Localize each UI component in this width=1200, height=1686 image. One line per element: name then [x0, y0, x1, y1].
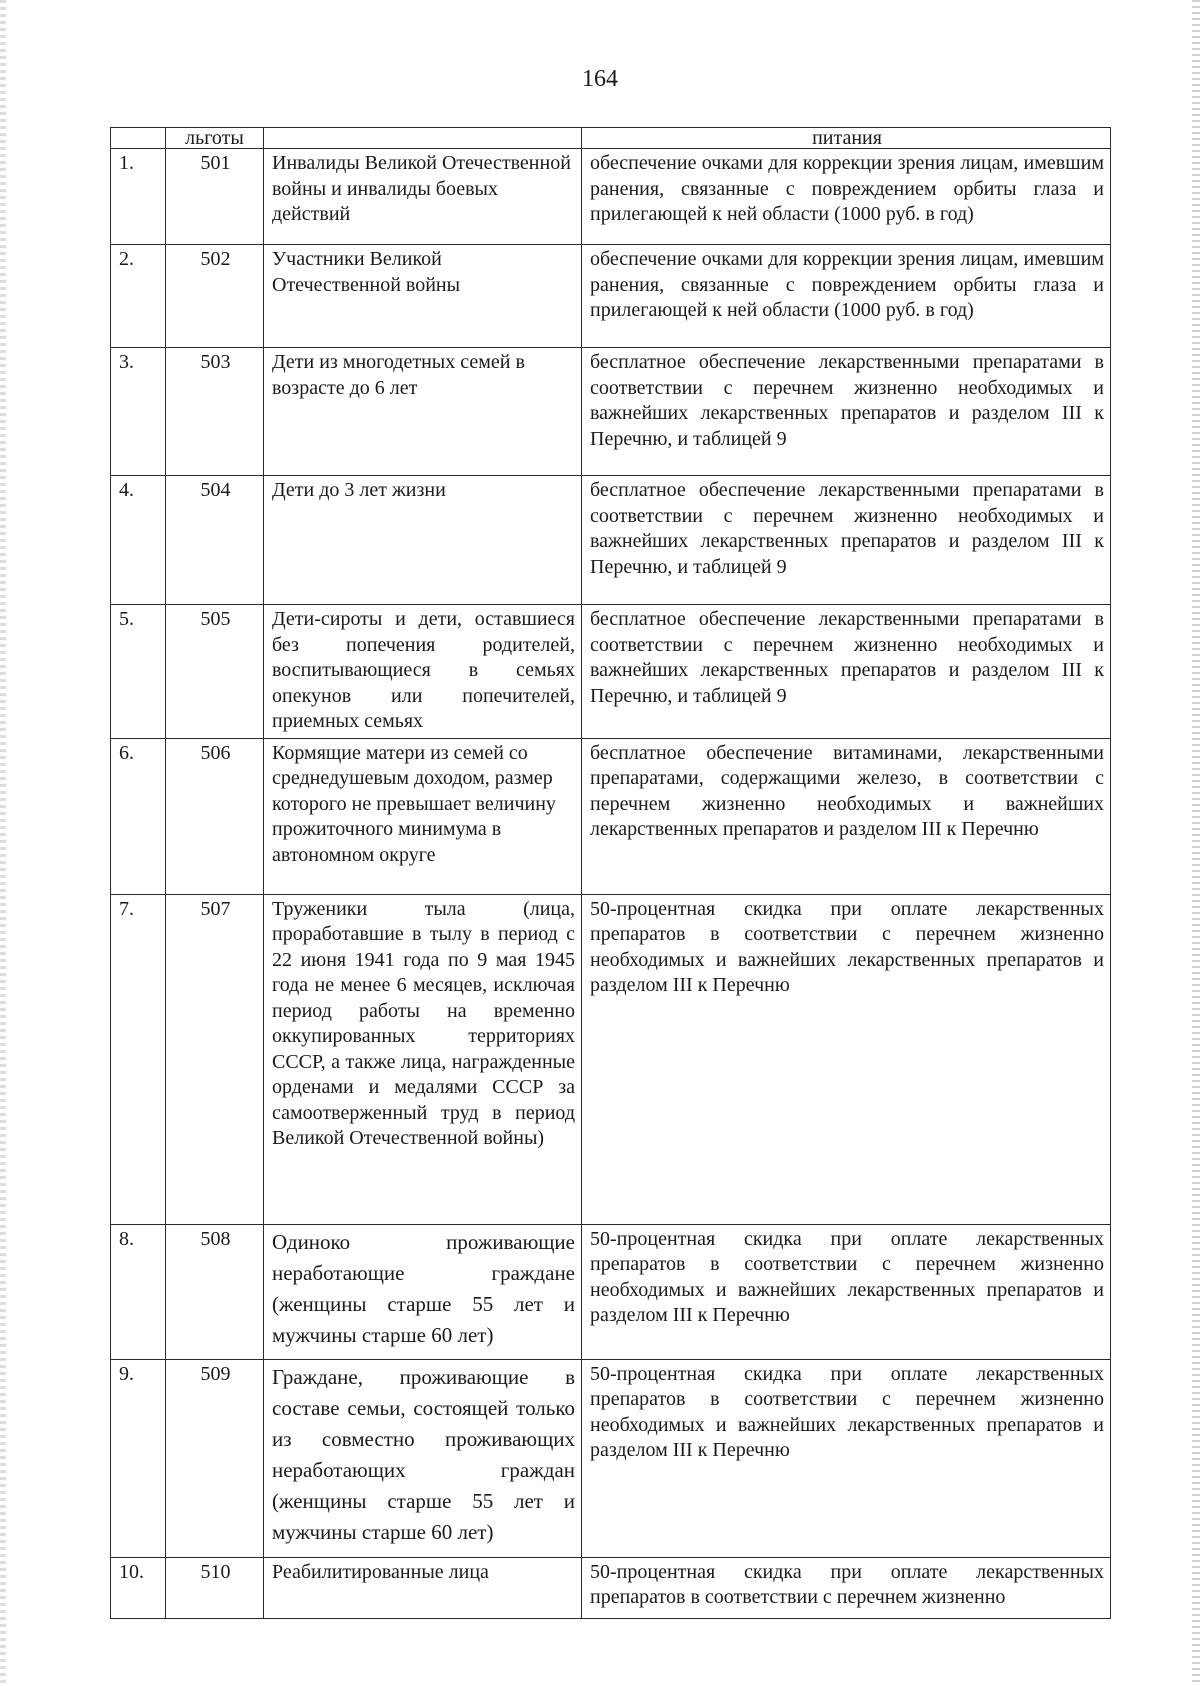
- row-num: 9.: [111, 1359, 166, 1557]
- row-category: Участники Великой Отечественной войны: [264, 245, 582, 348]
- row-benefit: бесплатное обеспечение витаминами, лекарственными препаратами, содержащими железо, в соответствии с перечнем жизненно необходимых и важнейших лекарственных препаратов и разделом III к Перечню: [582, 738, 1111, 894]
- row-code: 504: [166, 476, 264, 605]
- scan-edge-right: [1192, 0, 1200, 1686]
- table-row: [111, 149, 1111, 245]
- row-category: Дети из многодетных семей в возрасте до 6 лет: [264, 348, 582, 476]
- row-num: 2.: [111, 245, 166, 348]
- table-header-row: [111, 128, 1111, 149]
- row-code: 503: [166, 348, 264, 476]
- row-benefit: обеспечение очками для коррекции зрения лицам, имевшим ранения, связанные с повреждением орбиты глаза и прилегающей к ней области (1000 руб. в год): [582, 245, 1111, 348]
- row-num: 3.: [111, 348, 166, 476]
- header-code-cell: льготы: [166, 128, 264, 149]
- row-code: 501: [166, 149, 264, 245]
- table-row: [111, 348, 1111, 476]
- table-row: [111, 894, 1111, 1224]
- row-benefit: бесплатное обеспечение лекарственными препаратами в соответствии с перечнем жизненно необходимых и важнейших лекарственных препаратов и разделом III к Перечню, и таблицей 9: [582, 605, 1111, 739]
- row-num: 4.: [111, 476, 166, 605]
- table-row: [111, 476, 1111, 605]
- row-num: 5.: [111, 605, 166, 739]
- row-code: 505: [166, 605, 264, 739]
- row-benefit: 50-процентная скидка при оплате лекарственных препаратов в соответствии с перечнем жизненно необходимых и важнейших лекарственных препаратов и разделом III к Перечню: [582, 1224, 1111, 1359]
- row-code: 508: [166, 1224, 264, 1359]
- row-category: Дети-сироты и дети, оставшиеся без попечения родителей, воспитывающиеся в семьях опекунов или попечителей, приемных семьях: [264, 605, 582, 739]
- benefits-table: [110, 127, 1111, 1619]
- table-row: [111, 1224, 1111, 1359]
- row-benefit: 50-процентная скидка при оплате лекарственных препаратов в соответствии с перечнем жизненно необходимых и важнейших лекарственных препаратов и разделом III к Перечню: [582, 1359, 1111, 1557]
- row-code: 502: [166, 245, 264, 348]
- row-num: 10.: [111, 1557, 166, 1618]
- table-row: [111, 738, 1111, 894]
- row-category: Кормящие матери из семей со среднедушевым доходом, размер которого не превышает величину прожиточного минимума в автономном округе: [264, 738, 582, 894]
- row-code: 506: [166, 738, 264, 894]
- row-num: 6.: [111, 738, 166, 894]
- page-number: 164: [582, 66, 618, 92]
- row-category: Инвалиды Великой Отечественной войны и инвалиды боевых действий: [264, 149, 582, 245]
- table-row: [111, 1557, 1111, 1618]
- table-row: [111, 245, 1111, 348]
- row-code: 509: [166, 1359, 264, 1557]
- row-category: Труженики тыла (лица, проработавшие в тылу в период с 22 июня 1941 года по 9 мая 1945 года не менее 6 месяцев, исключая период работы на временно оккупированных территориях СССР, а также лица, награжденные орденами и медалями СССР за самоотверженный труд в период Великой Отечественной войны): [264, 894, 582, 1224]
- row-category: Дети до 3 лет жизни: [264, 476, 582, 605]
- scan-edge-left: [0, 0, 6, 1686]
- row-category: Реабилитированные лица: [264, 1557, 582, 1618]
- header-category-cell: [264, 128, 582, 149]
- row-category: Одиноко проживающие неработающие граждане (женщины старше 55 лет и мужчины старше 60 лет): [264, 1224, 582, 1359]
- table-row: [111, 605, 1111, 739]
- row-code: 507: [166, 894, 264, 1224]
- header-num-cell: [111, 128, 166, 149]
- row-benefit: 50-процентная скидка при оплате лекарственных препаратов в соответствии с перечнем жизненно: [582, 1557, 1111, 1618]
- row-benefit: 50-процентная скидка при оплате лекарственных препаратов в соответствии с перечнем жизненно необходимых и важнейших лекарственных препаратов и разделом III к Перечню: [582, 894, 1111, 1224]
- row-num: 8.: [111, 1224, 166, 1359]
- row-category: Граждане, проживающие в составе семьи, состоящей только из совместно проживающих неработающих граждан (женщины старше 55 лет и мужчины старше 60 лет): [264, 1359, 582, 1557]
- row-code: 510: [166, 1557, 264, 1618]
- row-num: 1.: [111, 149, 166, 245]
- table-row: [111, 1359, 1111, 1557]
- row-benefit: бесплатное обеспечение лекарственными препаратами в соответствии с перечнем жизненно необходимых и важнейших лекарственных препаратов и разделом III к Перечню, и таблицей 9: [582, 476, 1111, 605]
- row-benefit: обеспечение очками для коррекции зрения лицам, имевшим ранения, связанные с повреждением орбиты глаза и прилегающей к ней области (1000 руб. в год): [582, 149, 1111, 245]
- header-benefit-cell: питания: [582, 128, 1111, 149]
- row-num: 7.: [111, 894, 166, 1224]
- row-benefit: бесплатное обеспечение лекарственными препаратами в соответствии с перечнем жизненно необходимых и важнейших лекарственных препаратов и разделом III к Перечню, и таблицей 9: [582, 348, 1111, 476]
